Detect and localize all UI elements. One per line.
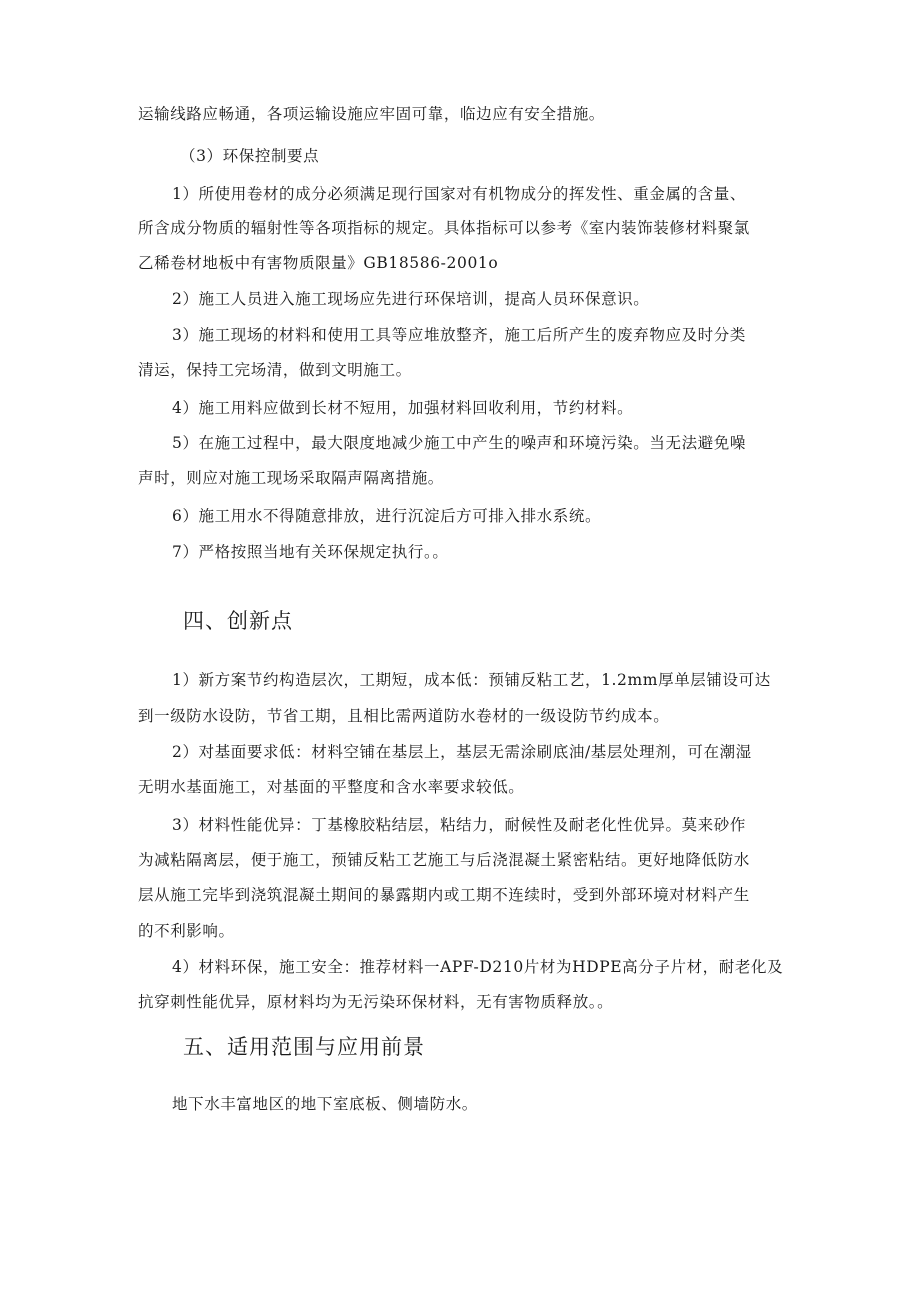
list-item-line: 所含成分物质的辐射性等各项指标的规定。具体指标可以参考《室内装饰装修材料聚氯 [138, 219, 750, 237]
list-item-line: 2）施工人员进入施工现场应先进行环保培训，提高人员环保意识。 [172, 290, 650, 308]
list-item-line: 3）施工现场的材料和使用工具等应堆放整齐，施工后所产生的废弃物应及时分类 [172, 326, 746, 344]
list-item-line: 3）材料性能优异：丁基橡胶粘结层，粘结力，耐候性及耐老化性优异。莫来砂作 [172, 816, 746, 834]
list-item-line: 为减粘隔离层，便于施工，预铺反粘工艺施工与后浇混凝土紧密粘结。更好地降低防水 [138, 851, 750, 869]
list-item-line: 4）材料环保，施工安全：推荐材料一APF-D210片材为HDPE高分子片材，耐老化及 [172, 958, 784, 976]
list-item-line: 5）在施工过程中，最大限度地减少施工中产生的噪声和环境污染。当无法避免噪 [172, 434, 746, 452]
list-item-line: 抗穿刺性能优异，原材料均为无污染环保材料，无有害物质释放。。 [138, 993, 614, 1011]
list-item-line: 到一级防水设防，节省工期，且相比需两道防水卷材的一级设防节约成本。 [138, 707, 670, 725]
list-item-line: 1）新方案节约构造层次，工期短，成本低：预铺反粘工艺，1.2mm厚单层铺设可达 [172, 671, 771, 689]
section-heading: 四、创新点 [183, 609, 293, 633]
list-item-line: 7）严格按照当地有关环保规定执行。。 [172, 543, 449, 561]
list-item-line: 的不利影响。 [138, 922, 235, 940]
section-heading: 五、适用范围与应用前景 [183, 1035, 425, 1059]
section-subtitle: （3）环保控制要点 [180, 147, 320, 165]
list-item-line: 2）对基面要求低：材料空铺在基层上，基层无需涂刷底油/基层处理剂，可在潮湿 [172, 743, 752, 761]
list-item-line: 1）所使用卷材的成分必须满足现行国家对有机物成分的挥发性、重金属的含量、 [172, 185, 746, 203]
paragraph-line: 地下水丰富地区的地下室底板、侧墙防水。 [172, 1095, 478, 1113]
list-item-line: 6）施工用水不得随意排放，进行沉淀后方可排入排水系统。 [172, 507, 602, 525]
list-item-line: 声时，则应对施工现场采取隔声隔离措施。 [138, 469, 444, 487]
paragraph-line: 运输线路应畅通，各项运输设施应牢固可靠，临边应有安全措施。 [138, 105, 605, 123]
list-item-line: 乙稀卷材地板中有害物质限量》GB18586-2001o [138, 254, 499, 272]
list-item-line: 层从施工完毕到浇筑混凝土期间的暴露期内或工期不连续时，受到外部环境对材料产生 [138, 886, 750, 904]
list-item-line: 无明水基面施工，对基面的平整度和含水率要求较低。 [138, 778, 525, 796]
list-item-line: 清运，保持工完场清，做到文明施工。 [138, 361, 412, 379]
list-item-line: 4）施工用料应做到长材不短用，加强材料回收利用，节约材料。 [172, 399, 634, 417]
